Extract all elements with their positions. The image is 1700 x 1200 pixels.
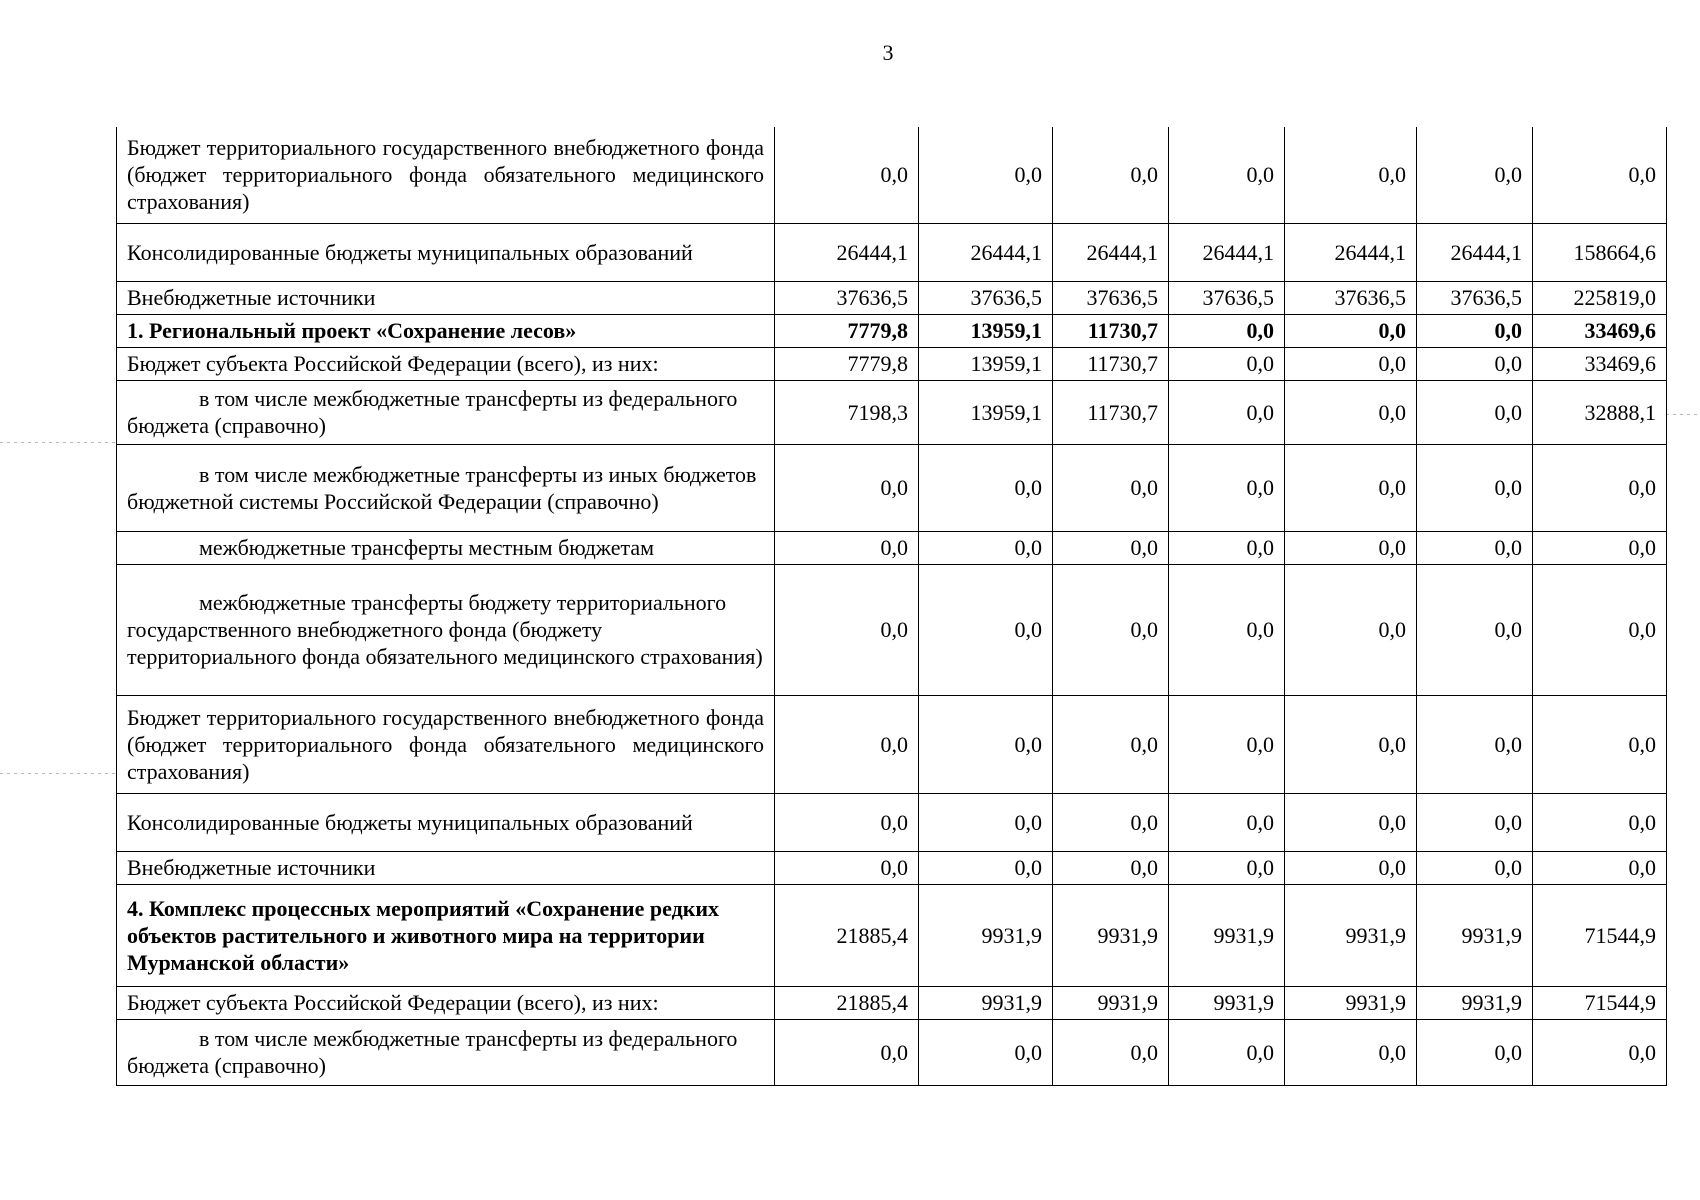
value-cell: 0,0 — [1053, 793, 1169, 851]
row-label: в том числе межбюджетные трансферты из иных бюджетов бюджетной системы Российской Федерации (справочно) — [117, 444, 775, 531]
total-cell: 0,0 — [1533, 793, 1667, 851]
value-cell: 37636,5 — [1053, 281, 1169, 314]
total-cell: 0,0 — [1533, 851, 1667, 884]
total-cell: 225819,0 — [1533, 281, 1667, 314]
table-row — [117, 127, 1667, 223]
row-label: Внебюджетные источники — [117, 281, 775, 314]
total-cell: 71544,9 — [1533, 884, 1667, 986]
value-cell: 0,0 — [919, 851, 1053, 884]
table-row — [117, 986, 1667, 1019]
value-cell: 0,0 — [775, 851, 919, 884]
total-cell: 0,0 — [1533, 695, 1667, 793]
value-cell: 7198,3 — [775, 380, 919, 444]
total-cell: 71544,9 — [1533, 986, 1667, 1019]
value-cell: 26444,1 — [1285, 223, 1417, 281]
table-row — [117, 1019, 1667, 1085]
value-cell: 0,0 — [1417, 347, 1533, 380]
table-row — [117, 851, 1667, 884]
value-cell: 0,0 — [919, 793, 1053, 851]
value-cell: 0,0 — [1417, 531, 1533, 564]
value-cell: 0,0 — [775, 564, 919, 695]
value-cell: 0,0 — [1285, 127, 1417, 223]
row-label: Внебюджетные источники — [117, 851, 775, 884]
table-row — [117, 314, 1667, 347]
value-cell: 0,0 — [919, 564, 1053, 695]
value-cell: 0,0 — [775, 793, 919, 851]
value-cell: 7779,8 — [775, 314, 919, 347]
value-cell: 0,0 — [1417, 564, 1533, 695]
value-cell: 0,0 — [775, 531, 919, 564]
table-row — [117, 380, 1667, 444]
value-cell: 37636,5 — [1285, 281, 1417, 314]
table-row — [117, 564, 1667, 695]
value-cell: 0,0 — [1053, 564, 1169, 695]
row-label: межбюджетные трансферты бюджету территориального государственного внебюджетного фонда (бюджету территориального фонда обязательного медицинского страхования) — [117, 564, 775, 695]
value-cell: 0,0 — [1285, 1019, 1417, 1085]
value-cell: 0,0 — [1169, 1019, 1285, 1085]
value-cell: 0,0 — [1053, 531, 1169, 564]
value-cell: 13959,1 — [919, 314, 1053, 347]
total-cell: 0,0 — [1533, 531, 1667, 564]
value-cell: 26444,1 — [1053, 223, 1169, 281]
value-cell: 0,0 — [1285, 444, 1417, 531]
value-cell: 0,0 — [1169, 531, 1285, 564]
table-row — [117, 347, 1667, 380]
table-row — [117, 223, 1667, 281]
value-cell: 0,0 — [1053, 1019, 1169, 1085]
value-cell: 0,0 — [775, 1019, 919, 1085]
value-cell: 0,0 — [1417, 444, 1533, 531]
value-cell: 9931,9 — [919, 986, 1053, 1019]
total-cell: 0,0 — [1533, 1019, 1667, 1085]
value-cell: 37636,5 — [775, 281, 919, 314]
total-cell: 0,0 — [1533, 444, 1667, 531]
value-cell: 0,0 — [1169, 695, 1285, 793]
total-cell: 33469,6 — [1533, 314, 1667, 347]
value-cell: 0,0 — [1053, 695, 1169, 793]
value-cell: 11730,7 — [1053, 380, 1169, 444]
value-cell: 9931,9 — [1285, 986, 1417, 1019]
value-cell: 0,0 — [775, 444, 919, 531]
value-cell: 0,0 — [1169, 314, 1285, 347]
row-label: Консолидированные бюджеты муниципальных образований — [117, 793, 775, 851]
row-label: Бюджет субъекта Российской Федерации (всего), из них: — [117, 986, 775, 1019]
scan-artifact — [0, 773, 116, 774]
value-cell: 0,0 — [919, 127, 1053, 223]
value-cell: 37636,5 — [1169, 281, 1285, 314]
table-row — [117, 884, 1667, 986]
total-cell: 0,0 — [1533, 127, 1667, 223]
value-cell: 0,0 — [1285, 695, 1417, 793]
value-cell: 9931,9 — [1169, 884, 1285, 986]
scan-artifact — [0, 442, 116, 443]
row-label: Бюджет субъекта Российской Федерации (всего), из них: — [117, 347, 775, 380]
row-label: Консолидированные бюджеты муниципальных образований — [117, 223, 775, 281]
value-cell: 9931,9 — [1053, 986, 1169, 1019]
value-cell: 0,0 — [1285, 314, 1417, 347]
value-cell: 0,0 — [1417, 380, 1533, 444]
value-cell: 0,0 — [1285, 564, 1417, 695]
value-cell: 26444,1 — [919, 223, 1053, 281]
value-cell: 0,0 — [919, 1019, 1053, 1085]
value-cell: 26444,1 — [1169, 223, 1285, 281]
value-cell: 0,0 — [775, 695, 919, 793]
row-label: 4. Комплекс процессных мероприятий «Сохранение редких объектов растительного и животного мира на территории Мурманской области» — [117, 884, 775, 986]
table-row — [117, 444, 1667, 531]
value-cell: 0,0 — [1285, 851, 1417, 884]
value-cell: 0,0 — [1053, 444, 1169, 531]
total-cell: 0,0 — [1533, 564, 1667, 695]
value-cell: 0,0 — [1169, 564, 1285, 695]
value-cell: 21885,4 — [775, 986, 919, 1019]
value-cell: 0,0 — [919, 531, 1053, 564]
value-cell: 9931,9 — [919, 884, 1053, 986]
value-cell: 9931,9 — [1053, 884, 1169, 986]
value-cell: 0,0 — [1417, 851, 1533, 884]
value-cell: 0,0 — [1417, 314, 1533, 347]
value-cell: 13959,1 — [919, 380, 1053, 444]
value-cell: 0,0 — [1285, 380, 1417, 444]
value-cell: 26444,1 — [775, 223, 919, 281]
row-label: Бюджет территориального государственного внебюджетного фонда (бюджет территориального фонда обязательного медицинского страхования) — [117, 695, 775, 793]
value-cell: 0,0 — [919, 695, 1053, 793]
value-cell: 26444,1 — [1417, 223, 1533, 281]
scan-artifact — [1666, 414, 1700, 415]
value-cell: 0,0 — [1169, 793, 1285, 851]
value-cell: 0,0 — [1417, 695, 1533, 793]
row-label: в том числе межбюджетные трансферты из федерального бюджета (справочно) — [117, 1019, 775, 1085]
value-cell: 9931,9 — [1285, 884, 1417, 986]
value-cell: 0,0 — [1169, 347, 1285, 380]
value-cell: 37636,5 — [919, 281, 1053, 314]
value-cell: 0,0 — [1285, 793, 1417, 851]
value-cell: 0,0 — [1053, 127, 1169, 223]
value-cell: 0,0 — [1285, 347, 1417, 380]
value-cell: 13959,1 — [919, 347, 1053, 380]
value-cell: 0,0 — [919, 444, 1053, 531]
table-row — [117, 695, 1667, 793]
value-cell: 21885,4 — [775, 884, 919, 986]
value-cell: 0,0 — [1169, 380, 1285, 444]
value-cell: 9931,9 — [1169, 986, 1285, 1019]
value-cell: 0,0 — [1169, 444, 1285, 531]
value-cell: 0,0 — [1169, 127, 1285, 223]
row-label: межбюджетные трансферты местным бюджетам — [117, 531, 775, 564]
value-cell: 0,0 — [1169, 851, 1285, 884]
row-label: Бюджет территориального государственного внебюджетного фонда (бюджет территориального фонда обязательного медицинского страхования) — [117, 127, 775, 223]
page-number: 3 — [882, 40, 894, 65]
value-cell: 9931,9 — [1417, 884, 1533, 986]
value-cell: 11730,7 — [1053, 314, 1169, 347]
value-cell: 0,0 — [775, 127, 919, 223]
value-cell: 0,0 — [1053, 851, 1169, 884]
total-cell: 33469,6 — [1533, 347, 1667, 380]
row-label: в том числе межбюджетные трансферты из федерального бюджета (справочно) — [117, 380, 775, 444]
value-cell: 9931,9 — [1417, 986, 1533, 1019]
value-cell: 7779,8 — [775, 347, 919, 380]
table-row — [117, 793, 1667, 851]
table-row — [117, 531, 1667, 564]
budget-table — [116, 127, 1667, 1086]
value-cell: 0,0 — [1417, 1019, 1533, 1085]
value-cell: 0,0 — [1417, 793, 1533, 851]
value-cell: 0,0 — [1285, 531, 1417, 564]
value-cell: 11730,7 — [1053, 347, 1169, 380]
value-cell: 0,0 — [1417, 127, 1533, 223]
total-cell: 32888,1 — [1533, 380, 1667, 444]
row-label: 1. Региональный проект «Сохранение лесов» — [117, 314, 775, 347]
value-cell: 37636,5 — [1417, 281, 1533, 314]
total-cell: 158664,6 — [1533, 223, 1667, 281]
table-row — [117, 281, 1667, 314]
